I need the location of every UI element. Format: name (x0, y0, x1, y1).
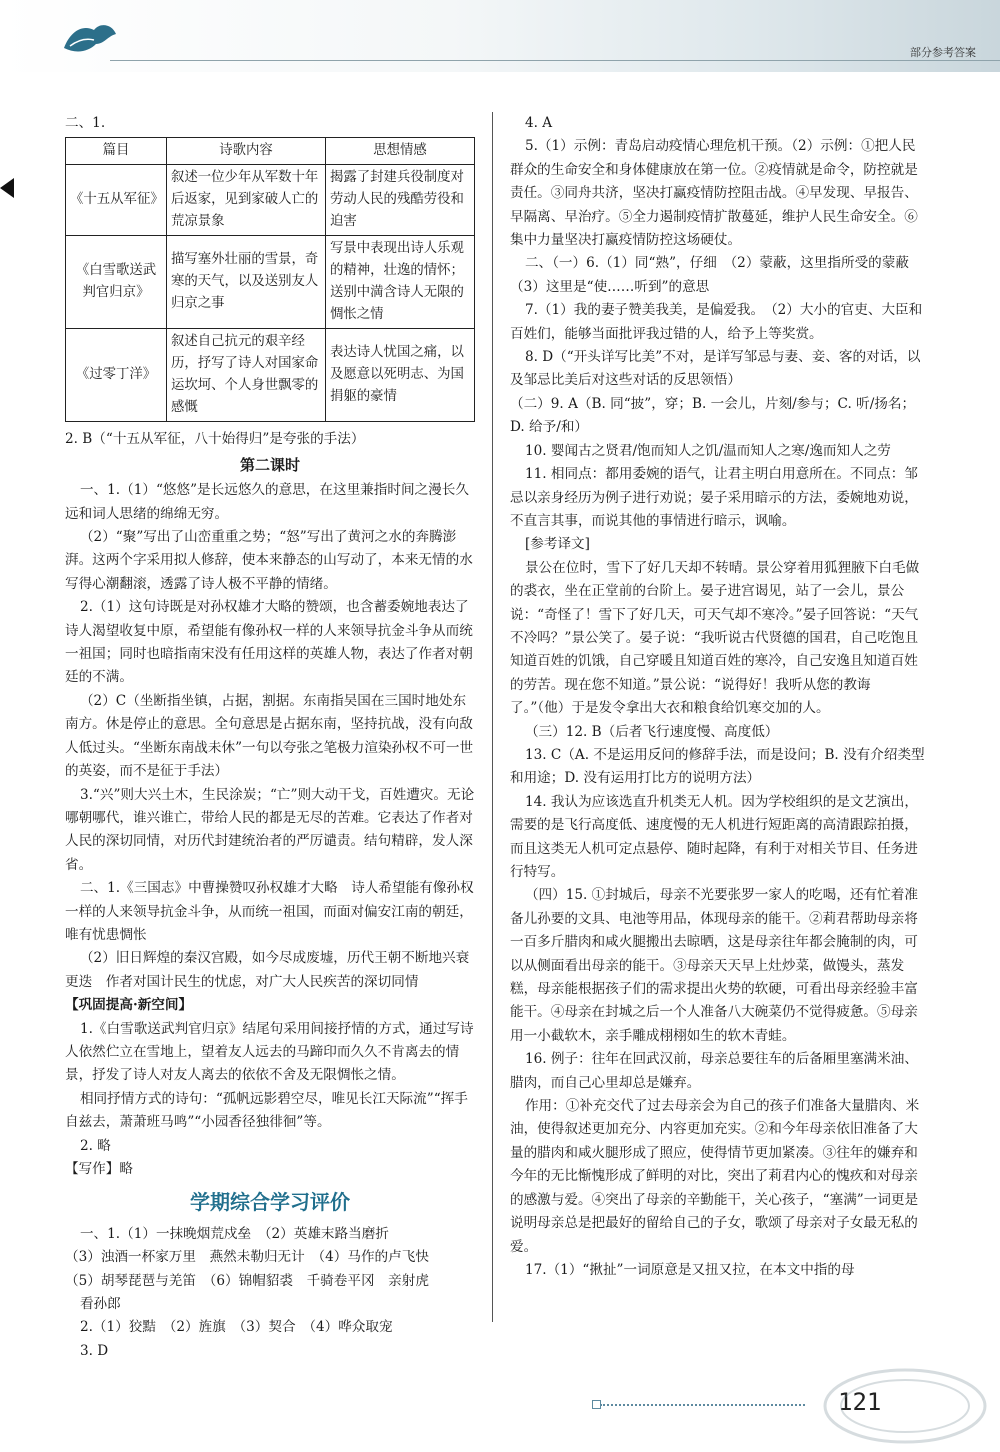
answer-text: （三）12. B（后者飞行速度慢、高度低） (524, 723, 779, 740)
left-column (65, 112, 475, 1363)
table-header: 诗歌内容 (167, 138, 326, 165)
answer-text: 作用：①补充交代了过去母亲会为自己的孩子们准备大量腊肉、米油，使得叙述更加充分、内容更加充实。②和今年母亲依旧准备了大量的腊肉和咸火腿形成了照应，使得情节更加紧凑。③往年的嫌弃和今年的无比惭愧形成了鲜明的对比，突出了莉君内心的愧疚和对母亲的感激与爱。④突出了母亲的辛勤能干，关心孩子，“塞满”一词更是说明母亲总是把最好的留给自己的子女，歌颂了母亲对子女最无私的爱。 (510, 1098, 920, 1255)
answer-text: 13. C（A. 不是运用反问的修辞手法，而是设问；B. 没有介绍类型和用途；D. 没有运用打比方的说明方法） (510, 746, 925, 787)
header-title: 部分参考答案 (910, 46, 976, 59)
answer-text: 3. D (79, 1342, 109, 1359)
answer-text: 7.（1）我的妻子赞美我美，是偏爱我。 （2）大小的官吏、大臣和百姓们，能够当面批评我过错的人，给予上等奖赏。 (510, 302, 923, 342)
answer-text: 5.（1）示例：青岛启动疫情心理危机干预。（2）示例：①把人民群众的生命安全和身体健康放在第一位。②疫情就是命令，防控就是责任。③同舟共济，坚决打赢疫情防控阻击战。④早发现、早报告、早隔离、早治疗。⑤全力遏制疫情扩散蔓延，维护人民生命安全。⑥集中力量坚决打赢疫情防控这场硬仗。 (510, 138, 918, 249)
watermark-stamp-icon (820, 1365, 990, 1447)
answer-text: 11. 相同点：都用委婉的语气，让君主明白用意所在。不同点：邹忌以亲身经历为例子进行劝说；晏子采用暗示的方法，委婉地劝说，不直言其事，而说其他的事情进行暗示，讽喻。 (510, 466, 918, 529)
answer-text: 8. D（“开头详写比美”不对，是详写邹忌与妻、妾、客的对话，以及邹忌比美后对这些对话的反思领悟） (510, 349, 921, 389)
answer-text: 一、1.（1）一抹晚烟荒戍垒 （2）英雄末路当磨折 (79, 1225, 389, 1242)
subsection-label: 【巩固提高·新空间】 (65, 997, 193, 1014)
table-cell: 揭露了封建兵役制度对劳动人民的残酷劳役和迫害 (326, 165, 475, 236)
table-cell: 表达诗人忧国之痛，以及愿意以死明志、为国捐躯的豪情 (326, 329, 475, 422)
answer-text: 1.《白雪歌送武判官归京》结尾句采用间接抒情的方式，通过写诗人依然伫立在雪地上，望着友人远去的马蹄印而久久不肯离去的情景，抒发了诗人对友人离去的依依不舍及无限惆怅之情。 (65, 1020, 474, 1084)
answer-text: （2）“聚”写出了山峦重重之势；“怒”写出了黄河之水的奔腾澎湃。这两个字采用拟人修辞，使本来静态的山写动了，本来无情的水写得心潮翻滚，透露了诗人极不平静的情绪。 (65, 529, 473, 592)
translation-text: 景公在位时，雪下了好几天却不转晴。景公穿着用狐狸腋下白毛做的裘衣，坐在正堂前的台阶上。晏子进宫谒见，站了一会儿，景公说：“奇怪了！雪下了好几天，可天气却不寒冷。”晏子回答说：“天气不冷吗？”景公笑了。晏子说：“我听说古代贤德的国君，自己吃饱且知道百姓的饥饿，自己穿暖且知道百姓的寒冷，自己安逸且知道百姓的劳苦。现在您不知道。”景公说：“说得好！我听从您的教诲了。”（他）于是发令拿出大衣和粮食给饥寒交加的人。 (510, 559, 920, 717)
answer-text: 一、1.（1）“悠悠”是长远悠久的意思，在这里兼指时间之漫长久远和词人思绪的绵绵无穷。 (65, 482, 469, 522)
table-row (66, 329, 475, 422)
answer-text: （四）15. ①封城后，母亲不光要张罗一家人的吃喝，还有忙着准备儿孙要的文具、电池等用品，体现母亲的能干。②莉君帮助母亲将一百多斤腊肉和咸火腿搬出去晾晒，这是母亲往年都会腌制的肉，可以从侧面看出母亲的能干。③母亲天天早上灶炒菜，做馒头，蒸发糕，母亲能根据孩子们的需求提出火势的软硬，可看出母亲经验丰富能干。④母亲在封城之后一个人准备八大碗菜仍不觉得疲惫。⑤母亲用一小截软木，亲手雕成栩栩如生的软木青蛙。 (510, 887, 918, 1044)
footer-dotted-rule (600, 1404, 805, 1406)
answer-text: （5）胡琴琵琶与羌笛 （6）锦帽貂裘 千骑卷平冈 亲射虎 (65, 1272, 429, 1289)
answer-text: 14. 我认为应该选直升机类无人机。因为学校组织的是文艺演出，需要的是飞行高度低、速度慢的无人机进行短距离的高清跟踪拍摄，而且这类无人机可定点悬停、随时起降，有利于对相关节目、任务进行特写。 (510, 793, 918, 880)
answer-text: 二、（一）6.（1）同“熟”，仔细 （2）蒙蔽，这里指所受的蒙蔽 （3）这里是“使……听到”的意思 (510, 255, 923, 295)
answer-text: 【写作】略 (65, 1161, 133, 1177)
table-row (66, 165, 475, 236)
lesson-heading: 第二课时 (239, 455, 300, 474)
table-row (66, 236, 475, 329)
answer-text: 3.“兴”则大兴土木，生民涂炭；“亡”则大动干戈，百姓遭灾。无论哪朝哪代，谁兴谁亡，带给人民的都是无尽的苦难。它表达了作者对人民的深切同情，对历代封建统治者的严厉谴责。结句精辟，发人深省。 (65, 786, 475, 873)
answer-text: 4. A (524, 115, 553, 131)
answer-text: （二）9. A（B. 同“披”，穿；B. 一会儿，片刻/参与；C. 听/扬名；D. 给予/和） (510, 395, 916, 436)
table-cell: 《十五从军征》 (66, 165, 167, 236)
table-cell: 写景中表现出诗人乐观的精神，壮逸的情怀；送别中満含诗人无限的惆怅之情 (326, 236, 475, 329)
table-cell: 叙述自己抗元的艰辛经历，抒写了诗人对国家命运坎坷、个人身世飘零的感慨 (167, 329, 326, 422)
answer-text: 相同抒情方式的诗句：“孤帆远影碧空尽，唯见长江天际流”“挥手自兹去，萧萧班马鸣”“小园香径独徘徊”等。 (65, 1090, 468, 1131)
answer-text: 17.（1）“揪扯”一词原意是又扭又拉，在本文中指的母 (524, 1261, 855, 1278)
table-cell: 《过零丁洋》 (66, 329, 167, 422)
column-divider (492, 112, 493, 1322)
section-label: 二、1. (65, 115, 106, 131)
answer-text: 16. 例子：往年在回武汉前，母亲总要往车的后备厢里塞满米油、腊肉，而自己心里却总是嫌弃。 (510, 1051, 918, 1091)
triangle-marker-icon (0, 178, 16, 198)
table-cell: 描写塞外壮丽的雪景，奇寒的天气，以及送别友人归京之事 (167, 236, 326, 329)
page-number: 121 (838, 1388, 882, 1416)
answer-text: （2）C（坐断指坐镇，占据，割据。东南指吴国在三国时地处东南方。休是停止的意思。全句意思是占据东南，坚持抗战，没有向敌人低过头。“坐断东南战未休”一句以夸张之笔极力渲染孙权不可一世的英姿，而不是征于手法） (65, 692, 474, 780)
table-header: 思想情感 (326, 138, 475, 165)
section-title: 学期综合学习评价 (190, 1190, 350, 1215)
answer-text: 看孙郎 (79, 1296, 121, 1313)
answer-text: 2. B（“十五从军征，八十始得归”是夸张的手法） (65, 431, 365, 448)
table-cell: 《白雪歌送武判官归京》 (66, 236, 167, 329)
answer-text: （2）旧日辉煌的秦汉宫殿，如今尽成废墟，历代王朝不断地兴衰更迭 作者对国计民生的忧虑，对广大人民疾苦的深切同情 (65, 950, 470, 990)
poem-table (65, 137, 475, 422)
answer-text: 10. 婴闻古之贤君/饱而知人之饥/温而知人之寒/逸而知人之劳 (524, 442, 891, 459)
answer-text: 2.（1）这句诗既是对孙权雄才大略的赞颂，也含蓄委婉地表达了诗人渴望收复中原，希望能有像孙权一样的人来领导抗金斗争从而统一祖国；同时也暗指南宋没有任用这样的英雄人物，表达了作者对朝廷的不满。 (65, 599, 473, 686)
page-header (0, 0, 1000, 72)
translation-label: [参考译文] (524, 536, 590, 553)
cloud-logo-icon (60, 14, 120, 58)
right-column (510, 112, 925, 1282)
table-cell: 叙述一位少年从军数十年后返家，见到家破人亡的荒凉景象 (167, 165, 326, 236)
answer-text: （3）浊酒一杯家万里 燕然未勒归无计 （4）马作的卢飞快 (65, 1249, 429, 1266)
table-header-row (66, 138, 475, 165)
answer-text: 2.（1）狡黠 （2）旌旗 （3）契合 （4）哗众取宠 (79, 1319, 393, 1336)
answer-text: 二、1.《三国志》中曹操赞叹孙权雄才大略 诗人希望能有像孙权一样的人来领导抗金斗争，从而统一祖国，而面对偏安江南的朝廷，唯有忧患惆怅 (65, 880, 474, 943)
table-header: 篇目 (66, 138, 167, 165)
answer-text: 2. 略 (79, 1137, 111, 1154)
header-rule (110, 60, 1000, 61)
